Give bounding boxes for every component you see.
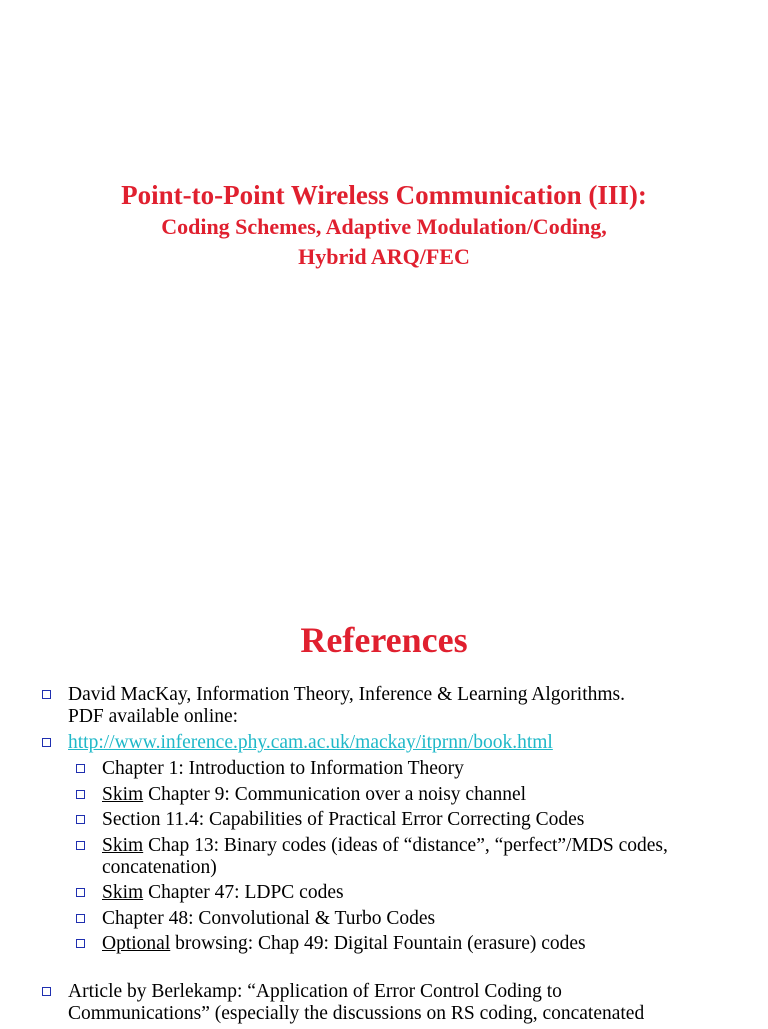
list-item-chapter-47 xyxy=(74,882,740,904)
list-item-berlekamp xyxy=(40,981,740,1025)
square-bullet-icon xyxy=(76,914,85,923)
square-bullet-icon xyxy=(76,764,85,773)
list-item-chapter-13 xyxy=(74,835,740,879)
chapter-47-text: Chapter 47: LDPC codes xyxy=(143,882,344,903)
berlekamp-line-2: Communications” (especially the discussions on RS coding, concatenated xyxy=(68,1002,645,1024)
square-bullet-icon xyxy=(42,690,51,699)
optional-label: Optional xyxy=(102,933,171,954)
list-item-mackay xyxy=(40,684,740,728)
spacer xyxy=(40,959,740,981)
chapter-1-text: Chapter 1: Introduction to Information Theory xyxy=(102,758,464,779)
chapter-9-text: Chapter 9: Communication over a noisy channel xyxy=(143,783,527,805)
skim-label: Skim xyxy=(102,783,144,805)
list-item-chapter-49 xyxy=(74,933,740,955)
square-bullet-icon xyxy=(76,815,85,824)
book-link[interactable]: http://www.inference.phy.cam.ac.uk/mackay/itprnn/book.html xyxy=(68,732,553,753)
list-item-chapter-1 xyxy=(74,758,740,780)
skim-label: Skim xyxy=(102,834,144,856)
title-line-1: Point-to-Point Wireless Communication (III): xyxy=(121,180,647,210)
chapter-49-text: browsing: Chap 49: Digital Fountain (erasure) codes xyxy=(170,933,586,954)
square-bullet-icon xyxy=(76,939,85,948)
chapters-list xyxy=(74,758,740,955)
list-item-section-11-4 xyxy=(74,809,740,831)
mackay-line-1: David MacKay, Information Theory, Inference & Learning Algorithms. xyxy=(68,684,626,705)
title-line-3: Hybrid ARQ/FEC xyxy=(298,244,470,269)
square-bullet-icon xyxy=(42,738,51,747)
references-heading: References xyxy=(300,620,468,660)
square-bullet-icon xyxy=(76,790,85,799)
list-item-chapter-48 xyxy=(74,908,740,930)
square-bullet-icon xyxy=(76,888,85,897)
list-item-chapter-9 xyxy=(74,784,740,806)
square-bullet-icon xyxy=(42,987,51,996)
section-11-4-text: Section 11.4: Capabilities of Practical Error Correcting Codes xyxy=(102,809,585,830)
references-list xyxy=(40,684,740,1029)
chapter-13-text-cont: concatenation) xyxy=(102,856,217,878)
list-item-link xyxy=(40,732,740,754)
mackay-line-2: PDF available online: xyxy=(68,706,239,727)
skim-label: Skim xyxy=(102,882,144,903)
slide-title xyxy=(0,178,768,272)
square-bullet-icon xyxy=(76,841,85,850)
chapter-48-text: Chapter 48: Convolutional & Turbo Codes xyxy=(102,907,436,929)
title-line-2: Coding Schemes, Adaptive Modulation/Coding, xyxy=(161,214,607,239)
chapter-13-text: Chap 13: Binary codes (ideas of “distance”, “perfect”/MDS codes, xyxy=(143,834,668,856)
berlekamp-line-1: Article by Berlekamp: “Application of Error Control Coding to xyxy=(68,980,562,1002)
